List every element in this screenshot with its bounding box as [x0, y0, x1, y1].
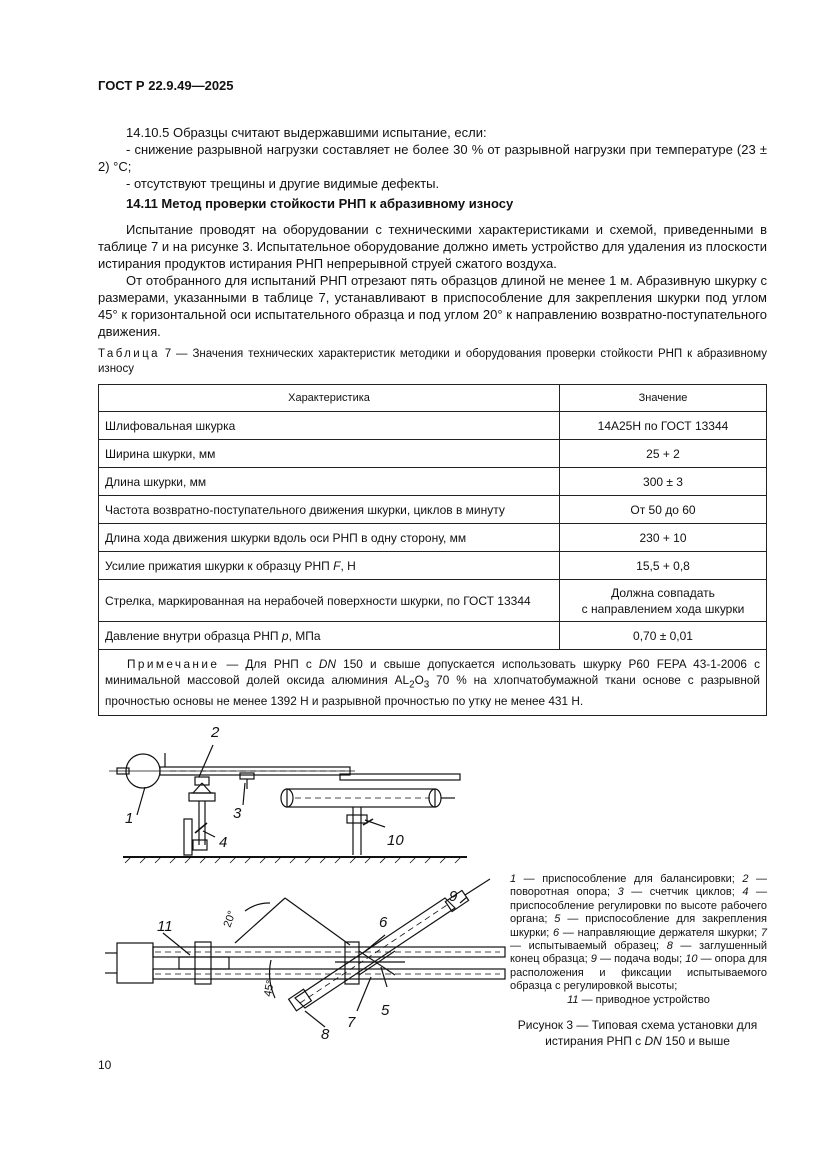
legend-number: 9: [590, 953, 597, 966]
label-4: 4: [219, 834, 228, 851]
figure-legend: [510, 873, 767, 1007]
label-11: 11: [157, 918, 173, 935]
legend-item: [510, 994, 767, 1007]
cell-variable: F: [333, 558, 341, 573]
document-header: ГОСТ Р 22.9.49—2025: [98, 78, 234, 93]
characteristics-table: [98, 384, 767, 716]
water-inlet: [465, 879, 490, 895]
section-paragraph-2: От отобранного для испытаний РНП отрезают пять образцов длиной не менее 1 м. Абразивную шкурку с размерами, указанными в таблице 7, устанавливают в приспособление для закрепления шкурки под углом 45° к горизонтальной оси испытательного образца и под углом 20° к направлению возвратно-поступательного движения.: [98, 273, 767, 339]
clause-line-1: 14.10.5 Образцы считают выдержавшими испытание, если:: [126, 125, 487, 140]
table-cell-name: [99, 552, 560, 580]
table-row: [99, 580, 767, 622]
angle-arc-20: [245, 903, 270, 911]
section-paragraph-1: Испытание проводят на оборудовании с техническими характеристиками и схемой, приведенными в таблице 7 и на рисунке 3. Испытательное оборудование должно иметь устройство для удаления из плоскости истирания продуктов истирания РНП непрерывной струей сжатого воздуха.: [98, 222, 767, 271]
legend-number: 10: [685, 953, 698, 966]
note-formula: O: [414, 673, 424, 687]
legend-text: — счетчик циклов;: [623, 886, 743, 899]
label-10: 10: [387, 832, 404, 849]
table-row: [99, 524, 767, 552]
note-dn: DN: [318, 657, 336, 671]
clause-line-3: - отсутствуют трещины и другие видимые дефекты.: [126, 176, 440, 191]
table-cell-name: Ширина шкурки, мм: [99, 440, 560, 468]
table-cell-name: Частота возвратно-поступательного движения шкурки, циклов в минуту: [99, 496, 560, 524]
label-6: 6: [379, 914, 388, 931]
legend-number: 11: [567, 993, 579, 1006]
table-cell-name: Шлифовальная шкурка: [99, 412, 560, 440]
table-cell-name: [99, 622, 560, 650]
cell-value-line-1: Должна совпадать: [611, 585, 715, 600]
drive-carriage: [195, 942, 211, 984]
legend-number: 2: [742, 873, 749, 885]
cell-unit: , Н: [340, 558, 356, 573]
table-cell-value: От 50 до 60: [560, 496, 767, 524]
legend-item: [591, 953, 685, 965]
table-header-characteristic: Характеристика: [99, 385, 560, 412]
table-header-value: Значение: [560, 385, 767, 412]
legend-text: — приспособление регулировки по высоте рабочего органа;: [510, 886, 767, 926]
table-row: [99, 496, 767, 524]
table-note: [99, 650, 767, 716]
table-header-row: [99, 385, 767, 412]
figure-caption-line-1: Рисунок 3 — Типовая схема установки для: [517, 1018, 758, 1032]
table-caption: [98, 347, 767, 377]
angle-label-45: 45°: [262, 979, 277, 998]
drive-unit: [117, 943, 153, 983]
legend-number: 5: [554, 913, 561, 926]
legend-text: — опора для расположения и фиксации испытываемого образца с регулировкой высоты;: [510, 953, 767, 993]
capped-end: [289, 989, 312, 1011]
clause-14-10-5: [98, 124, 767, 192]
legend-text: — подача воды;: [596, 953, 686, 966]
table-row: [99, 440, 767, 468]
legend-number: 6: [553, 926, 560, 939]
table-cell-value: 300 ± 3: [560, 468, 767, 496]
legend-text: — поворотная опора;: [510, 873, 767, 899]
clause-line-2: - снижение разрывной нагрузки составляет не более 30 % от разрывной нагрузки при температуре (23 ± 2) °С;: [98, 142, 767, 174]
table-caption-word: Таблица: [98, 348, 160, 360]
height-adjuster: [184, 819, 192, 855]
page-number: 10: [98, 1058, 112, 1072]
table-row: [99, 468, 767, 496]
table-cell-value: 230 + 10: [560, 524, 767, 552]
table-note-row: [99, 650, 767, 716]
legend-number: 3: [617, 886, 624, 899]
label-8: 8: [321, 1026, 330, 1043]
label-2: 2: [211, 724, 220, 741]
note-text: 70 % на хлопчатобумажной ткани основе с разрывной прочностью основы не менее 1392 Н и разрывной прочностью по утку не менее 431 Н.: [105, 673, 760, 709]
legend-number: 1: [510, 873, 517, 885]
legend-item: [618, 886, 743, 898]
caption-text: 150 и выше: [661, 1034, 730, 1048]
legend-text: — заглушенный конец образца;: [510, 940, 767, 966]
note-subscript: 3: [423, 679, 430, 691]
figure-caption: [505, 1017, 770, 1049]
angle-label-20: 20°: [221, 909, 239, 930]
cell-text: Усилие прижатия шкурки к образцу РНП: [105, 558, 330, 573]
note-subscript: 2: [409, 679, 415, 691]
table-row: [99, 622, 767, 650]
legend-text: — направляющие держателя шкурки;: [559, 926, 761, 939]
installation-diagram: [95, 715, 515, 1050]
note-label: Примечание: [127, 657, 220, 671]
legend-number: 7: [760, 926, 767, 939]
label-9: 9: [449, 888, 458, 905]
note-text: — Для РНП с: [219, 657, 319, 671]
cell-text: Давление внутри образца РНП: [105, 628, 279, 643]
note-text: 150 и свыше допускается использовать шкурку Р60 FEPA 43-1-2006 с минимальной массовой долей оксида алюминия: [105, 657, 760, 687]
cell-variable: р: [281, 628, 289, 643]
table-row: [99, 552, 767, 580]
legend-text: — приспособление для балансировки;: [516, 873, 743, 885]
legend-number: 4: [742, 886, 749, 899]
legend-item: [510, 873, 742, 885]
legend-item: [553, 927, 761, 939]
table-cell-value: 14А25Н по ГОСТ 13344: [560, 412, 767, 440]
label-3: 3: [233, 805, 242, 822]
cell-unit: , МПа: [288, 628, 321, 643]
label-1: 1: [125, 810, 134, 827]
figure-caption-line-2: [505, 1033, 770, 1049]
table-cell-value: 15,5 + 0,8: [560, 552, 767, 580]
table-cell-value: [560, 580, 767, 622]
caption-dn: DN: [644, 1034, 662, 1048]
table-row: [99, 412, 767, 440]
note-formula: AL: [394, 673, 410, 687]
caption-text: истирания РНП с: [545, 1034, 645, 1048]
cycle-counter: [240, 773, 254, 779]
label-7: 7: [347, 1014, 356, 1031]
legend-text: — приспособление для закрепления шкурки;: [510, 913, 767, 939]
cell-value-line-2: с направлением хода шкурки: [581, 601, 745, 616]
legend-text: — испытываемый образец;: [510, 940, 667, 953]
table-caption-text: 7 — Значения технических характеристик методики и оборудования проверки стойкости РНП к абразивному износу: [98, 348, 767, 375]
section-body: [98, 221, 767, 340]
legend-number: 8: [666, 940, 673, 953]
legend-text: — приводное устройство: [578, 993, 710, 1006]
table-cell-name: Длина хода движения шкурки вдоль оси РНП в одну сторону, мм: [99, 524, 560, 552]
table-cell-name: Длина шкурки, мм: [99, 468, 560, 496]
label-5: 5: [381, 1002, 390, 1019]
table-cell-value: 25 + 2: [560, 440, 767, 468]
table-cell-value: 0,70 ± 0,01: [560, 622, 767, 650]
section-title: 14.11 Метод проверки стойкости РНП к абразивному износу: [126, 196, 514, 211]
arm-extension: [340, 774, 460, 780]
table-cell-name: Стрелка, маркированная на нерабочей поверхности шкурки, по ГОСТ 13344: [99, 580, 560, 622]
